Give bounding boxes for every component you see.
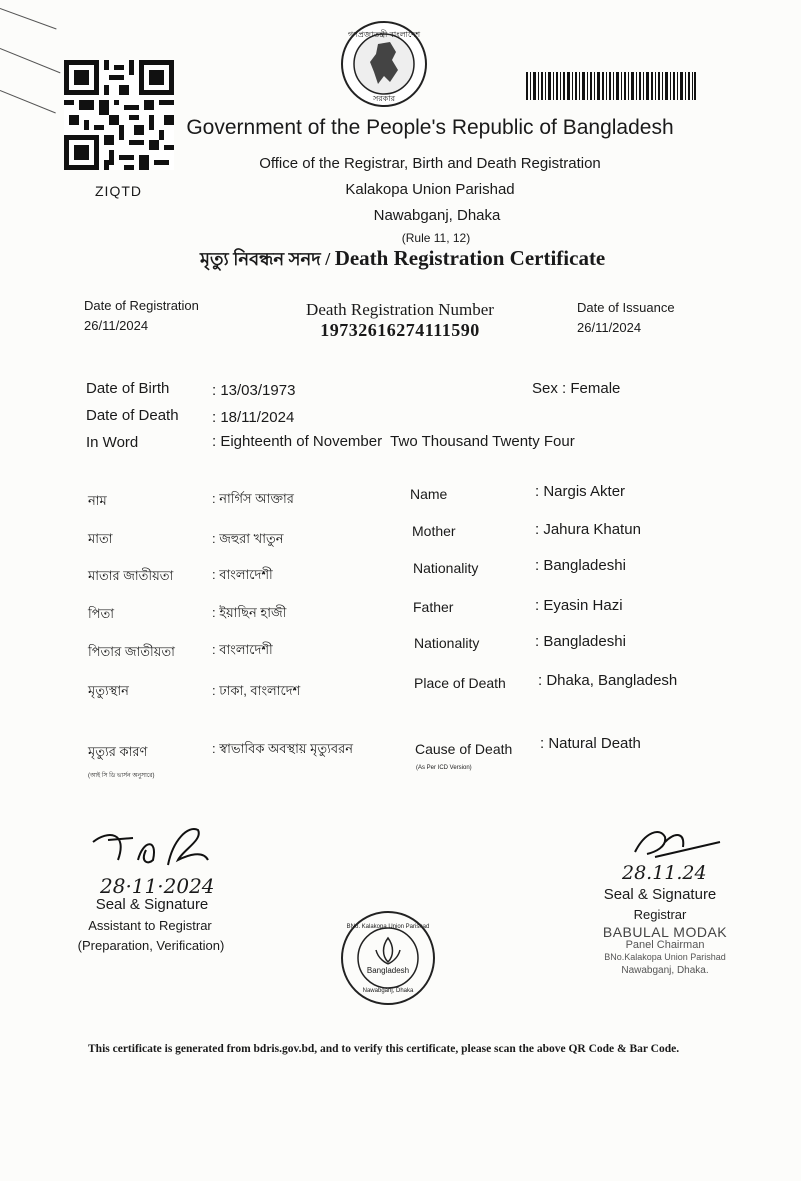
registration-number-label: Death Registration Number: [306, 300, 494, 319]
sex-value: Sex : Female: [532, 380, 621, 397]
registration-number-value: 19732616274111590: [320, 320, 480, 340]
bn-label-mother-nationality: মাতার জাতীয়তা: [88, 568, 174, 583]
stamp-name: BABULAL MODAK: [602, 924, 728, 940]
assistant-signature: [88, 820, 218, 880]
assistant-role: Assistant to Registrar: [88, 918, 212, 933]
bn-label-cause-of-death: মৃত্যুর কারণ: [88, 744, 148, 759]
bn-label-father: পিতা: [88, 606, 115, 621]
en-label-mother-nationality: Nationality: [413, 560, 479, 576]
rule-text: (Rule 11, 12): [401, 231, 471, 245]
fold-line: [0, 90, 56, 113]
bn-value-mother: : জহুরা খাতুন: [212, 531, 284, 546]
seal-text-bottom: Nawabganj, Dhaka: [362, 988, 414, 994]
qr-code[interactable]: [64, 60, 174, 170]
en-value-mother: : Jahura Khatun: [535, 521, 641, 538]
barcode[interactable]: [526, 72, 696, 100]
date-of-registration-value: 26/11/2024: [84, 318, 149, 333]
registrar-seal-label: Seal & Signature: [603, 886, 717, 903]
seal-text-mid: Bangladesh: [366, 966, 410, 975]
dod-label: Date of Death: [86, 407, 179, 424]
en-cause-note: (As Per ICD Version): [416, 765, 472, 771]
bn-value-mother-nationality: : বাংলাদেশী: [212, 567, 273, 582]
registrar-role: Registrar: [633, 907, 687, 922]
bn-label-mother: মাতা: [88, 531, 113, 546]
fold-line: [0, 8, 57, 29]
en-label-place-of-death: Place of Death: [414, 675, 506, 691]
stamp-title: Panel Chairman: [625, 939, 705, 951]
registrar-signature: [625, 822, 725, 867]
bn-value-cause-of-death: : স্বাভাবিক অবস্থায় মৃত্যুবরন: [212, 741, 354, 756]
bn-value-place-of-death: : ঢাকা, বাংলাদেশ: [212, 683, 301, 698]
bn-label-father-nationality: পিতার জাতীয়তা: [88, 644, 175, 659]
en-value-name: : Nargis Akter: [535, 483, 626, 500]
union-heading: Kalakopa Union Parishad: [345, 181, 515, 198]
bn-value-father: : ইয়াছিন হাজী: [212, 605, 287, 620]
inword-label: In Word: [86, 434, 139, 451]
location-heading: Nawabganj, Dhaka: [373, 207, 501, 224]
assistant-seal-label: Seal & Signature: [95, 896, 209, 913]
certificate-title: [200, 245, 660, 276]
en-value-cause-of-death: : Natural Death: [540, 735, 641, 752]
date-of-issuance-value: 26/11/2024: [577, 320, 642, 335]
footer-note: This certificate is generated from bdris.gov.bd, and to verify this certificate, please scan the above QR Code & Bar Code.: [88, 1043, 680, 1055]
en-label-father-nationality: Nationality: [414, 635, 480, 651]
en-label-cause-of-death: Cause of Death: [415, 741, 513, 757]
en-label-name: Name: [410, 486, 448, 502]
seal-text-top: BNo. Kalakopa Union Parishad: [346, 924, 430, 930]
bn-label-place-of-death: মৃত্যুস্থান: [88, 683, 129, 698]
inword-value: : Eighteenth of November Two Thousand Twenty Four: [212, 433, 575, 450]
en-value-father: : Eyasin Hazi: [535, 597, 623, 614]
date-of-registration-label: Date of Registration: [84, 298, 199, 313]
bn-value-name: : নার্গিস আক্তার: [212, 491, 294, 506]
stamp-location: Nawabganj, Dhaka.: [621, 965, 709, 976]
bn-value-father-nationality: : বাংলাদেশী: [212, 642, 273, 657]
qr-code-text: ZIQTD: [95, 183, 142, 199]
stamp-org: BNo.Kalakopa Union Parishad: [604, 952, 726, 962]
dob-label: Date of Birth: [86, 380, 170, 397]
emblem-text-top: গণপ্রজাতন্ত্রী বাংলাদেশ: [347, 30, 421, 39]
en-value-father-nationality: : Bangladeshi: [535, 633, 626, 650]
assistant-sign-date: 28·11·2024: [100, 874, 215, 898]
en-label-mother: Mother: [412, 523, 456, 539]
en-label-father: Father: [413, 599, 454, 615]
office-heading: Office of the Registrar, Birth and Death Registration: [259, 155, 601, 172]
certificate-title-bn: মৃত্যু নিবন্ধন সনদ /: [200, 249, 331, 269]
assistant-role-sub: (Preparation, Verification): [77, 938, 225, 953]
certificate-title-en: Death Registration Certificate: [334, 246, 606, 270]
government-heading: Government of the People's Republic of Bangladesh: [186, 116, 674, 139]
bn-cause-note: (আই সি ডি ভার্সন অনুসারে): [88, 773, 155, 779]
bn-label-name: নাম: [88, 493, 107, 508]
en-value-mother-nationality: : Bangladeshi: [535, 557, 626, 574]
emblem-text-bottom: সরকার: [372, 94, 395, 103]
en-value-place-of-death: : Dhaka, Bangladesh: [538, 672, 678, 689]
dob-value: : 13/03/1973: [212, 382, 296, 399]
registrar-sign-date: 28.11.24: [622, 862, 707, 884]
date-of-issuance-label: Date of Issuance: [577, 300, 675, 315]
fold-line: [0, 48, 60, 73]
dod-value: : 18/11/2024: [212, 409, 295, 426]
